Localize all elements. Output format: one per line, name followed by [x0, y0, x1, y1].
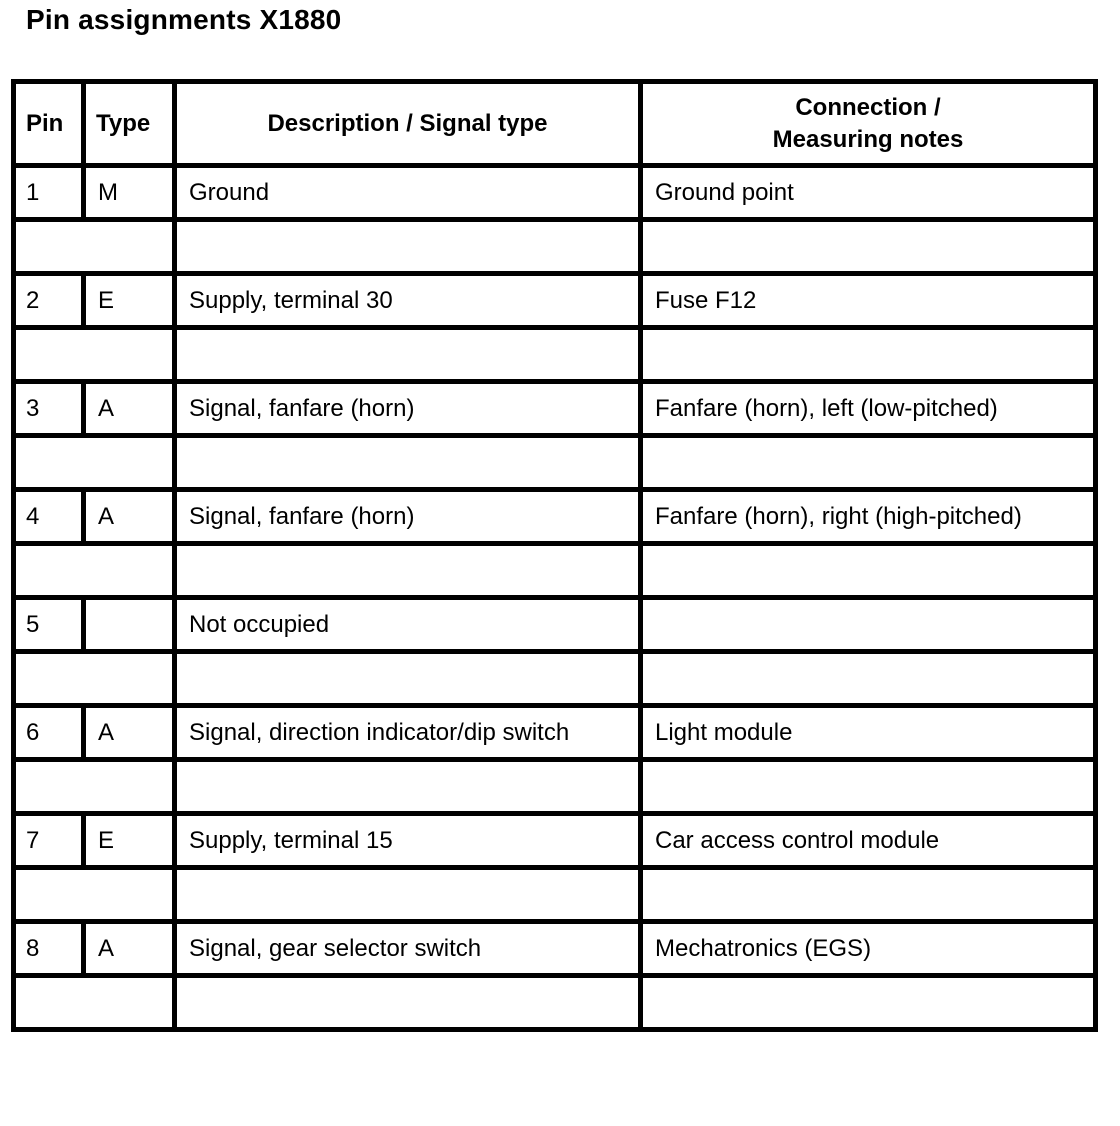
pin-connection	[641, 598, 1096, 652]
spacer-cell	[641, 652, 1096, 706]
pin-connection: Ground point	[641, 166, 1096, 220]
spacer-cell	[641, 328, 1096, 382]
header-type: Type	[84, 82, 175, 166]
pin-description: Supply, terminal 15	[175, 814, 641, 868]
pin-description: Ground	[175, 166, 641, 220]
pin-connection: Light module	[641, 706, 1096, 760]
pin-description: Supply, terminal 30	[175, 274, 641, 328]
pin-number: 4	[14, 490, 84, 544]
table-row	[14, 706, 1096, 760]
pin-number: 6	[14, 706, 84, 760]
table-row	[14, 166, 1096, 220]
spacer-cell	[175, 544, 641, 598]
spacer-cell	[14, 544, 175, 598]
pin-description: Signal, fanfare (horn)	[175, 382, 641, 436]
spacer-row	[14, 760, 1096, 814]
page-title: Pin assignments X1880	[26, 4, 342, 35]
header-pin: Pin	[14, 82, 84, 166]
spacer-cell	[641, 760, 1096, 814]
spacer-cell	[14, 976, 175, 1030]
spacer-row	[14, 544, 1096, 598]
table-header-row	[14, 82, 1096, 166]
pin-connection: Fanfare (horn), left (low-pitched)	[641, 382, 1096, 436]
spacer-row	[14, 652, 1096, 706]
pin-number: 3	[14, 382, 84, 436]
pin-description: Signal, gear selector switch	[175, 922, 641, 976]
spacer-cell	[641, 436, 1096, 490]
spacer-row	[14, 220, 1096, 274]
pin-type: A	[84, 706, 175, 760]
pin-number: 1	[14, 166, 84, 220]
pin-type: A	[84, 922, 175, 976]
spacer-cell	[14, 328, 175, 382]
spacer-cell	[641, 544, 1096, 598]
pin-type: A	[84, 382, 175, 436]
pin-assignment-table	[11, 79, 1098, 1032]
spacer-cell	[175, 976, 641, 1030]
table-row	[14, 274, 1096, 328]
pin-number: 8	[14, 922, 84, 976]
pin-type: E	[84, 274, 175, 328]
spacer-cell	[175, 868, 641, 922]
spacer-cell	[14, 652, 175, 706]
pin-connection: Car access control module	[641, 814, 1096, 868]
pin-number: 2	[14, 274, 84, 328]
table-row	[14, 814, 1096, 868]
spacer-cell	[14, 436, 175, 490]
header-connection	[641, 82, 1096, 166]
pin-connection: Fanfare (horn), right (high-pitched)	[641, 490, 1096, 544]
pin-number: 5	[14, 598, 84, 652]
spacer-row	[14, 436, 1096, 490]
pin-type: M	[84, 166, 175, 220]
spacer-cell	[14, 220, 175, 274]
table-row	[14, 382, 1096, 436]
spacer-cell	[641, 868, 1096, 922]
spacer-row	[14, 328, 1096, 382]
header-connection-line2: Measuring notes	[772, 125, 964, 153]
spacer-cell	[14, 868, 175, 922]
pin-connection: Mechatronics (EGS)	[641, 922, 1096, 976]
spacer-cell	[175, 652, 641, 706]
spacer-row	[14, 976, 1096, 1030]
table-row	[14, 490, 1096, 544]
table-row	[14, 598, 1096, 652]
spacer-row	[14, 868, 1096, 922]
spacer-cell	[14, 760, 175, 814]
spacer-cell	[175, 220, 641, 274]
spacer-cell	[641, 976, 1096, 1030]
spacer-cell	[175, 760, 641, 814]
header-connection-line1: Connection /	[795, 93, 941, 121]
pin-type: E	[84, 814, 175, 868]
spacer-cell	[641, 220, 1096, 274]
table-row	[14, 922, 1096, 976]
pin-description: Signal, fanfare (horn)	[175, 490, 641, 544]
pin-type	[84, 598, 175, 652]
pin-description: Not occupied	[175, 598, 641, 652]
pin-connection: Fuse F12	[641, 274, 1096, 328]
spacer-cell	[175, 328, 641, 382]
pin-description: Signal, direction indicator/dip switch	[175, 706, 641, 760]
spacer-cell	[175, 436, 641, 490]
pin-number: 7	[14, 814, 84, 868]
header-description: Description / Signal type	[175, 82, 641, 166]
pin-type: A	[84, 490, 175, 544]
